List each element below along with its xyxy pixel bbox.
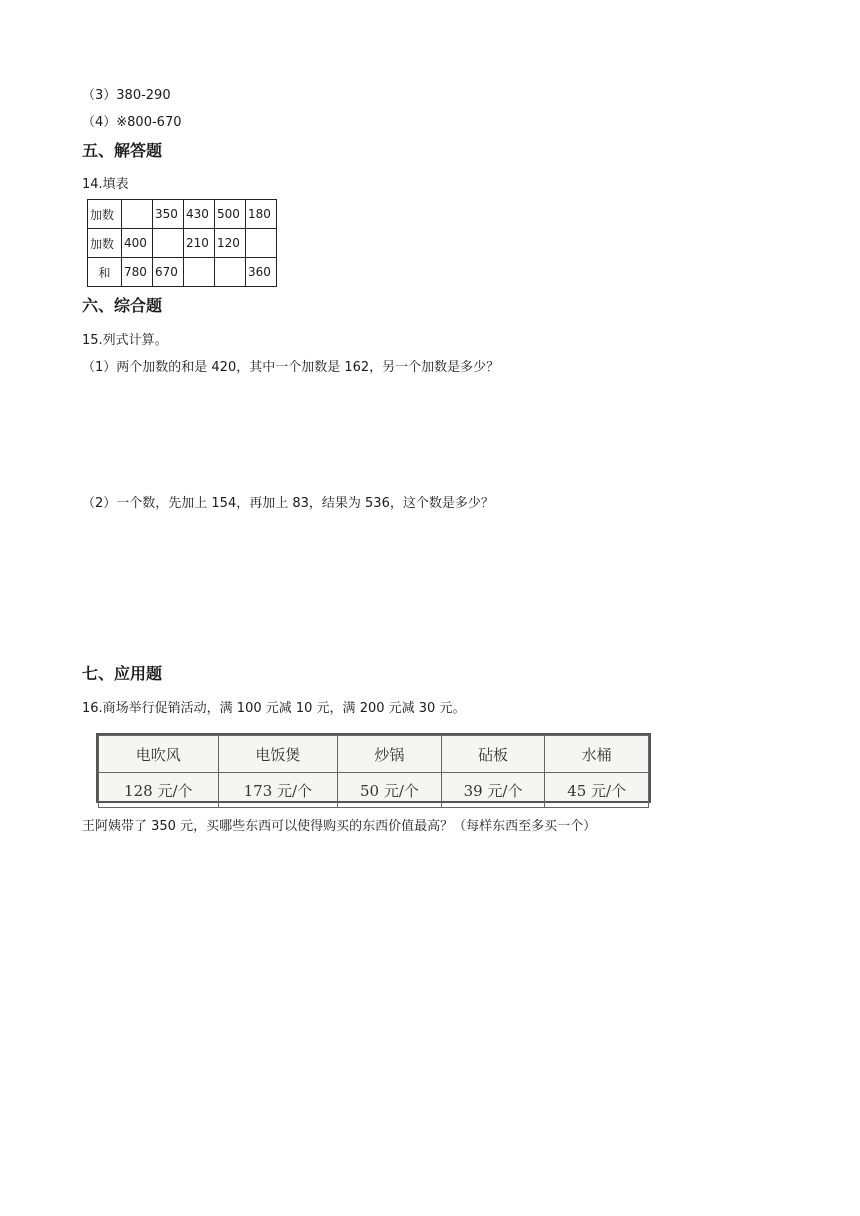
table-cell: 500 bbox=[215, 200, 246, 229]
table-cell: 430 bbox=[184, 200, 215, 229]
table-cell: 780 bbox=[122, 258, 153, 287]
item-price: 128 元/个 bbox=[99, 773, 219, 808]
q15-part2: （2）一个数，先加上 154，再加上 83，结果为 536，这个数是多少？ bbox=[82, 496, 494, 511]
table-cell: 350 bbox=[153, 200, 184, 229]
q14-prompt: 14.填表 bbox=[82, 177, 129, 192]
item-price: 50 元/个 bbox=[338, 773, 442, 808]
table-cell: 加数 bbox=[88, 200, 122, 229]
table-row bbox=[88, 258, 277, 287]
item-name: 水桶 bbox=[545, 736, 649, 773]
section-7-heading: 七、应用题 bbox=[82, 664, 163, 683]
price-table-image bbox=[96, 733, 651, 803]
q15-prompt: 15.列式计算。 bbox=[82, 333, 168, 348]
item-name: 电吹风 bbox=[99, 736, 219, 773]
table-row bbox=[99, 773, 649, 808]
table-cell: 360 bbox=[246, 258, 277, 287]
table-cell bbox=[246, 229, 277, 258]
section-6-heading: 六、综合题 bbox=[82, 296, 163, 315]
section-5-heading: 五、解答题 bbox=[82, 141, 163, 160]
q16-question: 王阿姨带了 350 元，买哪些东西可以使得购买的东西价值最高？（每样东西至多买一个） bbox=[82, 819, 597, 834]
item-price: 173 元/个 bbox=[218, 773, 338, 808]
table-cell bbox=[153, 229, 184, 258]
table-cell: 400 bbox=[122, 229, 153, 258]
item-price: 39 元/个 bbox=[441, 773, 545, 808]
q15-part1: （1）两个加数的和是 420，其中一个加数是 162，另一个加数是多少？ bbox=[82, 360, 500, 375]
price-table bbox=[98, 735, 649, 808]
q13-part4: （4）※800-670 bbox=[82, 115, 182, 130]
q13-part3: （3）380-290 bbox=[82, 88, 171, 103]
q16-prompt: 16.商场举行促销活动，满 100 元减 10 元，满 200 元减 30 元。 bbox=[82, 701, 466, 716]
table-cell: 180 bbox=[246, 200, 277, 229]
table-cell bbox=[122, 200, 153, 229]
item-name: 砧板 bbox=[441, 736, 545, 773]
fill-in-table bbox=[87, 199, 277, 287]
table-cell: 和 bbox=[88, 258, 122, 287]
item-name: 电饭煲 bbox=[218, 736, 338, 773]
table-row bbox=[99, 736, 649, 773]
table-cell bbox=[184, 258, 215, 287]
table-cell bbox=[215, 258, 246, 287]
table-row bbox=[88, 229, 277, 258]
table-cell: 加数 bbox=[88, 229, 122, 258]
item-name: 炒锅 bbox=[338, 736, 442, 773]
table-cell: 210 bbox=[184, 229, 215, 258]
table-cell: 120 bbox=[215, 229, 246, 258]
table-cell: 670 bbox=[153, 258, 184, 287]
item-price: 45 元/个 bbox=[545, 773, 649, 808]
table-row bbox=[88, 200, 277, 229]
